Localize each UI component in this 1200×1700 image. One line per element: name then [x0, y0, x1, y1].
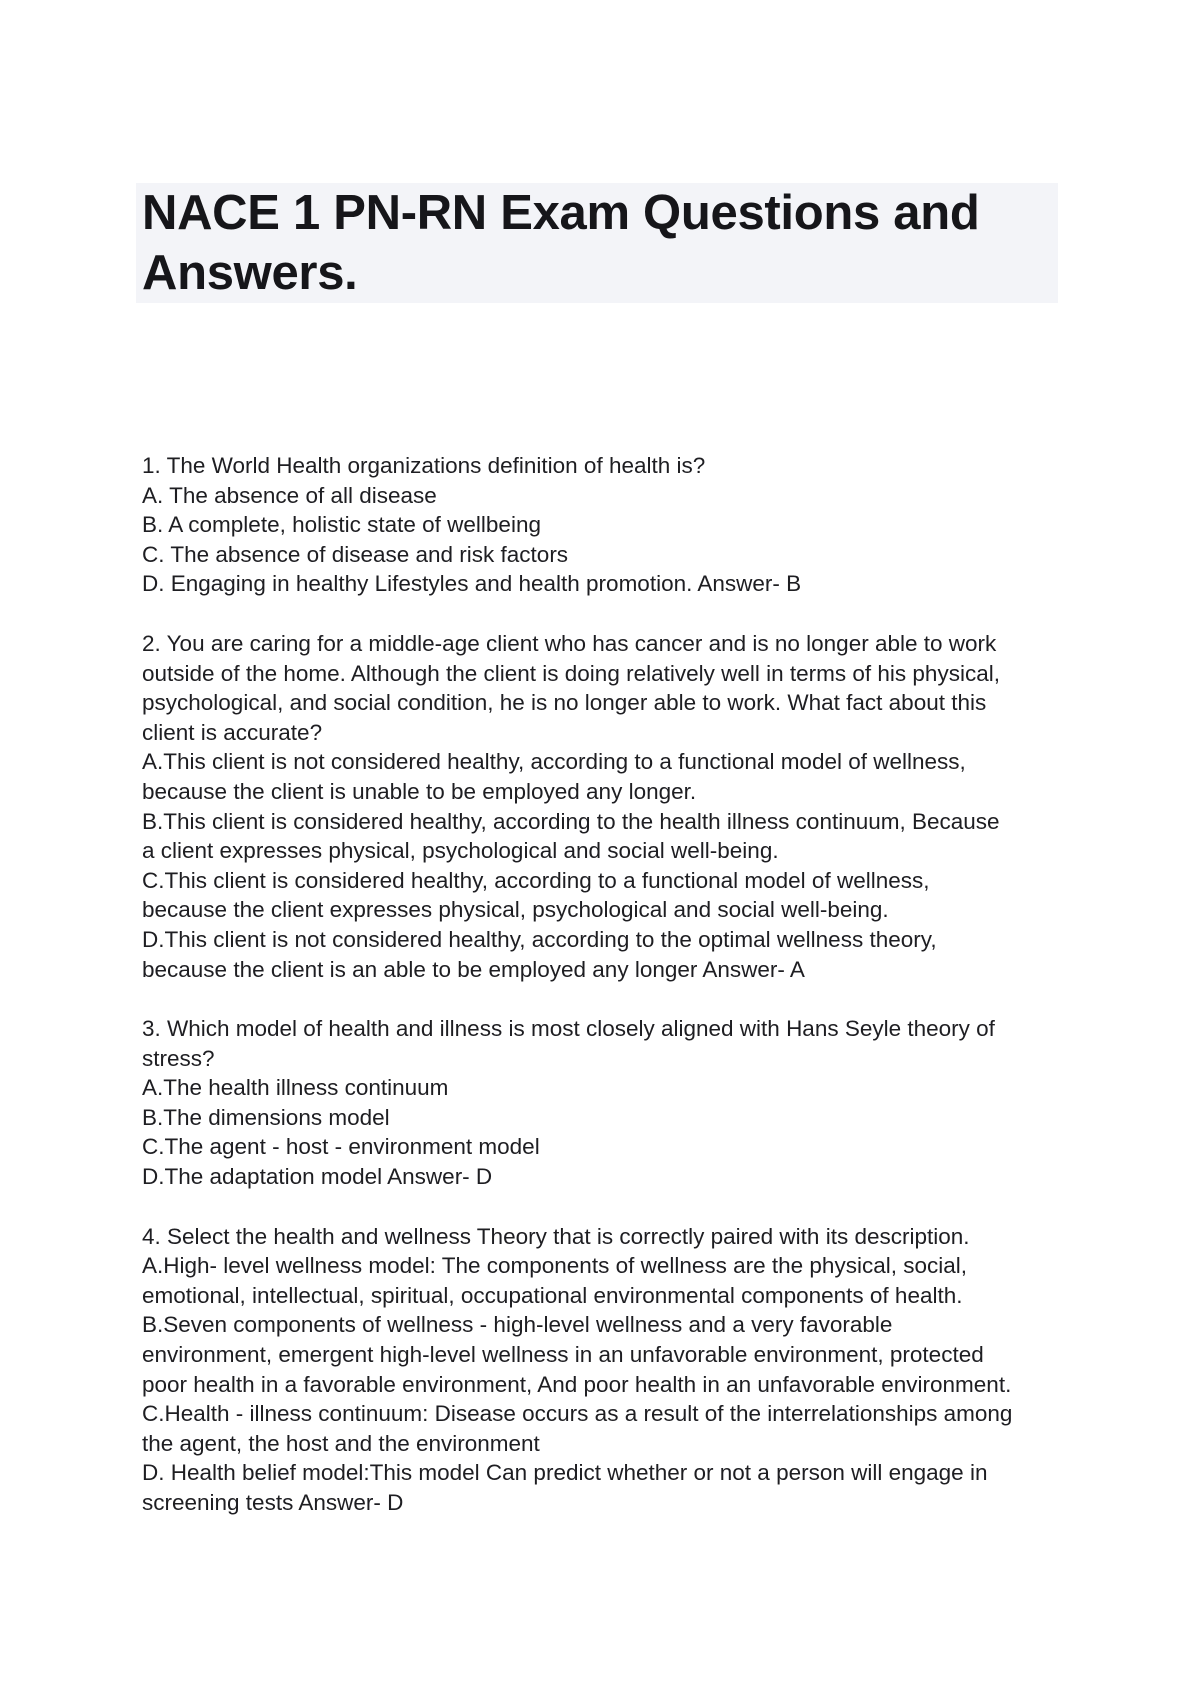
question-text-line: D. Health belief model:This model Can predict whether or not a person will engage in: [142, 1460, 988, 1486]
question-text-line: B.The dimensions model: [142, 1104, 390, 1130]
question-text-line: 3. Which model of health and illness is most closely aligned with Hans Seyle theory of: [142, 1016, 995, 1042]
question-text-line: because the client is an able to be employed any longer Answer- A: [142, 956, 805, 982]
question-1: [142, 451, 1062, 599]
question-text-line: D.The adaptation model Answer- D: [142, 1164, 493, 1190]
question-text-line: because the client is unable to be employed any longer.: [142, 778, 697, 804]
question-text-line: C.This client is considered healthy, according to a functional model of wellness,: [142, 867, 930, 893]
question-text-line: because the client expresses physical, psychological and social well-being.: [142, 897, 889, 923]
question-text-line: A.The health illness continuum: [142, 1075, 449, 1101]
document-title: [142, 183, 1042, 303]
questions-list: [142, 451, 1062, 1548]
question-text-line: C.The agent - host - environment model: [142, 1134, 540, 1160]
question-text-line: client is accurate?: [142, 719, 323, 745]
question-text-line: A.This client is not considered healthy, according to a functional model of wellness,: [142, 749, 966, 775]
question-text-line: emotional, intellectual, spiritual, occupational environmental components of health.: [142, 1282, 963, 1308]
question-4: [142, 1222, 1062, 1518]
question-text-line: B.Seven components of wellness - high-level wellness and a very favorable: [142, 1312, 893, 1338]
question-text-line: D. Engaging in healthy Lifestyles and health promotion. Answer- B: [142, 571, 802, 597]
question-2: [142, 629, 1062, 984]
question-text-line: screening tests Answer- D: [142, 1490, 404, 1515]
title-line: NACE 1 PN-RN Exam Questions and: [142, 186, 980, 240]
question-text-line: a client expresses physical, psychological and social well-being.: [142, 838, 779, 864]
question-text-line: 1. The World Health organizations definition of health is?: [142, 453, 706, 478]
question-text-line: psychological, and social condition, he is no longer able to work. What fact about this: [142, 690, 987, 716]
question-text-line: poor health in a favorable environment, And poor health in an unfavorable environment.: [142, 1371, 1012, 1397]
question-3: [142, 1014, 1062, 1192]
title-line: Answers.: [142, 246, 358, 300]
question-text-line: C.Health - illness continuum: Disease occurs as a result of the interrelationships among: [142, 1401, 1013, 1427]
question-text-line: A.High- level wellness model: The components of wellness are the physical, social,: [142, 1253, 967, 1279]
question-text-line: outside of the home. Although the client is doing relatively well in terms of his physical,: [142, 660, 1000, 686]
question-text-line: B.This client is considered healthy, according to the health illness continuum, Because: [142, 808, 1000, 834]
question-text-line: B. A complete, holistic state of wellbeing: [142, 512, 541, 538]
question-text-line: A. The absence of all disease: [142, 482, 437, 508]
question-text-line: C. The absence of disease and risk factors: [142, 541, 569, 567]
question-text-line: the agent, the host and the environment: [142, 1430, 540, 1456]
question-text-line: 2. You are caring for a middle-age client who has cancer and is no longer able to work: [142, 630, 997, 656]
question-text-line: stress?: [142, 1045, 215, 1071]
question-text-line: 4. Select the health and wellness Theory that is correctly paired with its description.: [142, 1223, 970, 1249]
question-text-line: environment, emergent high-level wellness in an unfavorable environment, protected: [142, 1342, 984, 1368]
question-text-line: D.This client is not considered healthy, according to the optimal wellness theory,: [142, 926, 937, 952]
